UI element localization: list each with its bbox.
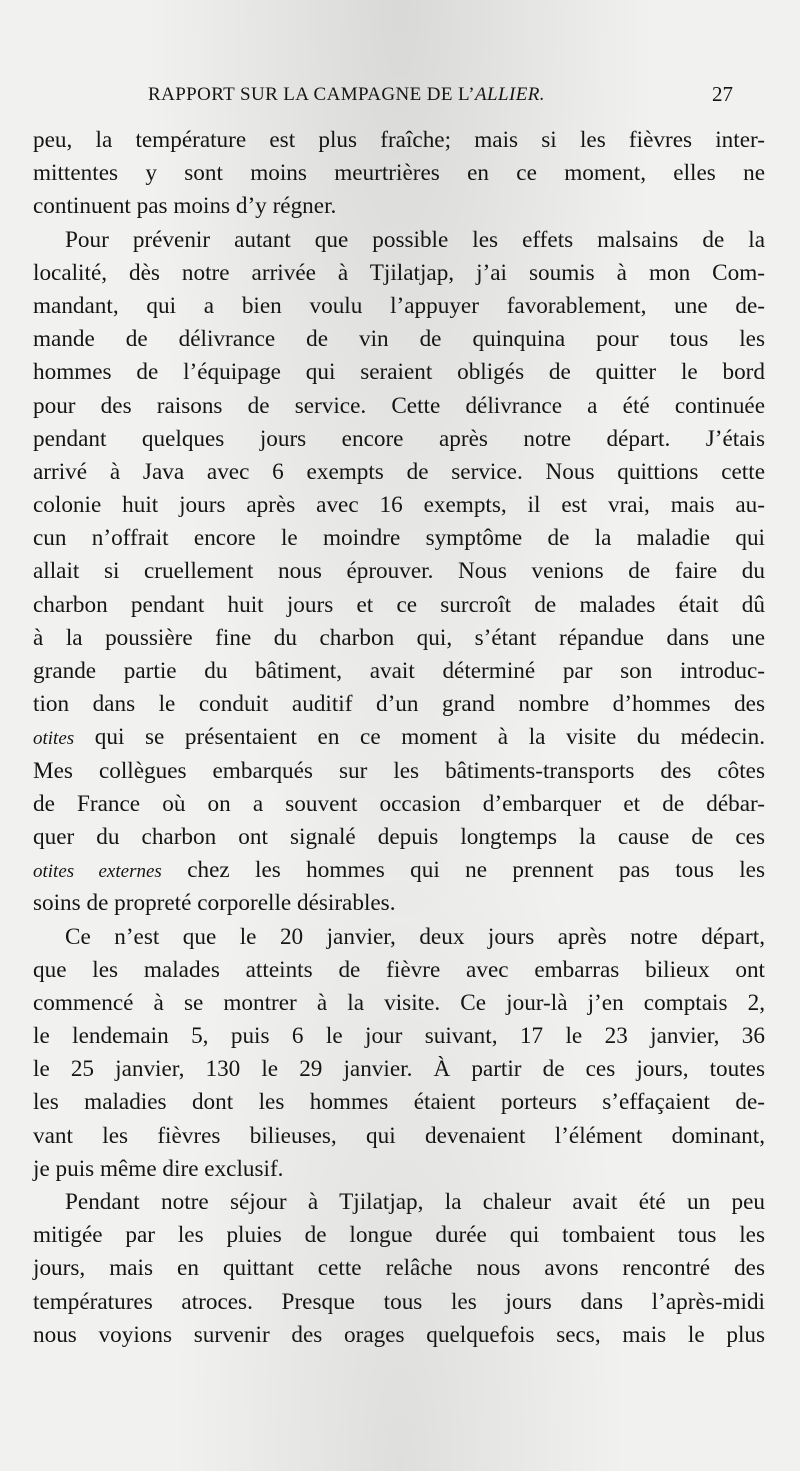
text-line: hommes de l’équipage qui seraient obligés de quitter le bord [33, 359, 765, 386]
text-line: grande partie du bâtiment, avait déterminé par son introduc- [33, 658, 765, 684]
text-line: colonie huit jours après avec 16 exempts, il est vrai, mais au- [33, 492, 765, 519]
text-line: continuent pas moins d’y régner. [33, 193, 337, 220]
text-line: le 25 janvier, 130 le 29 janvier. À partir de ces jours, toutes [33, 1056, 765, 1083]
text-line: nous voyions survenir des orages quelquefois secs, mais le plus [33, 1321, 765, 1348]
text-line: les maladies dont les hommes étaient porteurs s’effaçaient de- [33, 1089, 765, 1116]
running-head [148, 84, 545, 106]
text-line: soins de propreté corporelle désirables. [33, 890, 396, 917]
text-line: pendant quelques jours encore après notre départ. J’étais [33, 425, 765, 452]
text-line: tion dans le conduit auditif d’un grand nombre d’hommes des [33, 691, 765, 718]
text-line: Pendant notre séjour à Tjilatjap, la chaleur avait été un peu [65, 1189, 765, 1215]
page-header [0, 80, 800, 110]
text-line: mitigée par les pluies de longue durée qui tombaient tous les [33, 1222, 765, 1249]
text-line: otites externes chez les hommes qui ne prennent pas tous les [33, 857, 766, 884]
text-line: mandant, qui a bien voulu l’appuyer favorablement, une de- [33, 292, 765, 319]
text-line: je puis même dire exclusif. [33, 1155, 284, 1182]
text-line: charbon pendant huit jours et ce surcroît de malades était dû [33, 591, 765, 618]
text-line: pour des raisons de service. Cette délivrance a été continuée [33, 392, 765, 419]
text-line: de France où on a souvent occasion d’embarquer et de débar- [33, 790, 765, 817]
text-line: quer du charbon ont signalé depuis longtemps la cause de ces [33, 823, 765, 850]
text-line: localité, dès notre arrivée à Tjilatjap, j’ai soumis à mon Com- [33, 259, 765, 286]
text-line: Ce n’est que le 20 janvier, deux jours après notre départ, [65, 923, 765, 950]
running-head-main: RAPPORT SUR LA CAMPAGNE DE L’ [148, 84, 476, 105]
text-line: commencé à se montrer à la visite. Ce jour-là j’en comptais 2, [33, 989, 765, 1016]
text-line: le lendemain 5, puis 6 le jour suivant, 17 le 23 janvier, 36 [33, 1023, 765, 1050]
text-line: à la poussière fine du charbon qui, s’étant répandue dans une [33, 624, 765, 651]
italic-term: otites [33, 728, 75, 750]
text-line: mittentes y sont moins meurtrières en ce moment, elles ne [33, 160, 765, 187]
text-line: que les malades atteints de fièvre avec embarras bilieux ont [33, 956, 765, 983]
running-head-ship-name: ALLIER. [475, 84, 545, 105]
italic-term: otites externes [33, 861, 162, 883]
text-line: vant les fièvres bilieuses, qui devenaient l’élément dominant, [33, 1122, 765, 1149]
text-line: mande de délivrance de vin de quinquina pour tous les [33, 326, 765, 353]
text-line: températures atroces. Presque tous les jours dans l’après-midi [33, 1288, 765, 1315]
text-line: peu, la température est plus fraîche; mais si les fièvres inter- [33, 127, 765, 153]
page-number: 27 [712, 82, 733, 106]
text-line: cun n’offrait encore le moindre symptôme de la maladie qui [33, 525, 765, 552]
text-line: arrivé à Java avec 6 exempts de service. Nous quittions cette [33, 458, 765, 485]
text-line: otites qui se présentaient en ce moment à la visite du médecin. [33, 724, 765, 751]
body-text [33, 124, 765, 1352]
text-line: Pour prévenir autant que possible les effets malsains de la [65, 226, 765, 253]
text-line: jours, mais en quittant cette relâche nous avons rencontré des [33, 1255, 765, 1282]
text-line: allait si cruellement nous éprouver. Nous venions de faire du [33, 558, 765, 585]
text-line: Mes collègues embarqués sur les bâtiments-transports des côtes [33, 757, 765, 784]
